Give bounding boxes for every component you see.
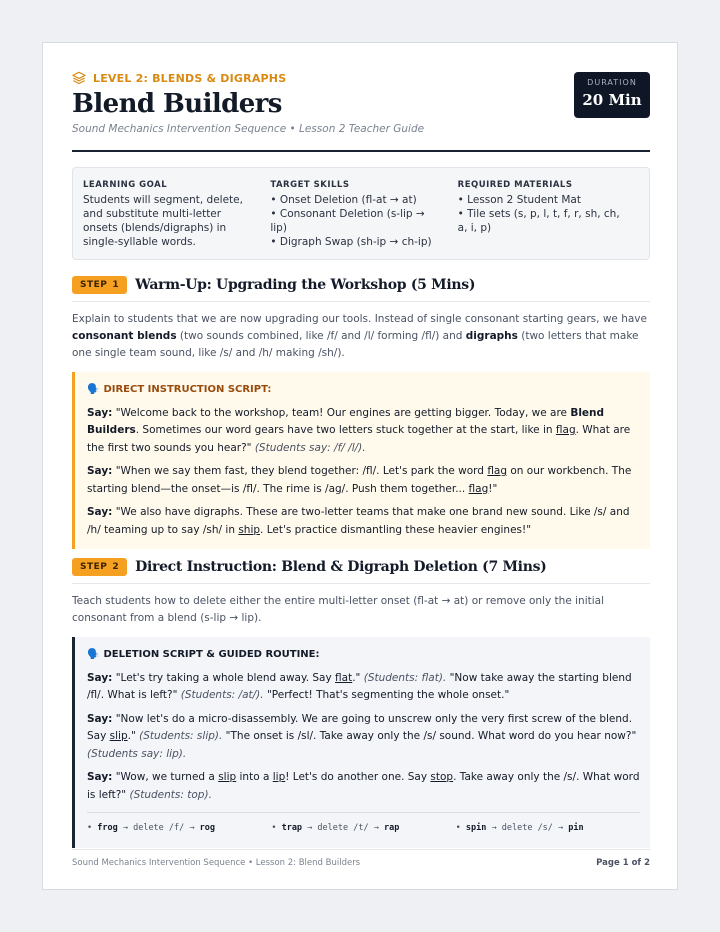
step-1-header (72, 276, 650, 302)
materials-heading: REQUIRED MATERIALS (457, 180, 573, 190)
script-heading-text: DELETION SCRIPT & GUIDED ROUTINE: (103, 649, 320, 660)
example-item: • trap → delete /t/ → rap (271, 823, 400, 833)
example-item: • spin → delete /s/ → pin (455, 823, 584, 833)
skill-item: • Consonant Deletion (s-lip → lip) (270, 208, 425, 234)
learning-goal (83, 180, 264, 259)
document-page (42, 42, 678, 890)
script-heading (87, 646, 640, 664)
header-divider (72, 150, 650, 152)
learning-goal-heading: LEARNING GOAL (83, 180, 168, 190)
script-paragraph: Say: "Wow, we turned a slip into a lip! Let's do another one. Say stop. Take away only the /s/. What word is left?" (Students: top). (87, 771, 640, 801)
learning-goal-text: Students will segment, delete, and substitute multi-letter onsets (blends/digraphs) in single-syllable words. (83, 194, 243, 248)
material-item: • Tile sets (s, p, l, t, f, r, sh, ch, a, i, p) (457, 208, 620, 234)
header (72, 71, 650, 135)
target-skills (264, 180, 451, 259)
step-badge: STEP 1 (72, 276, 127, 294)
direct-instruction-script (72, 372, 650, 549)
script-heading-text: DIRECT INSTRUCTION SCRIPT: (103, 384, 272, 395)
level-text: LEVEL 2: BLENDS & DIGRAPHS (93, 71, 287, 85)
step-2-title: Direct Instruction: Blend & Digraph Deletion (7 Mins) (135, 559, 547, 575)
script-paragraph: Say: "When we say them fast, they blend together: /fl/. Let's park the word flag on our workbench. The starting blend—the onset—is /fl/. The rime is /ag/. Push them together... flag!" (87, 465, 632, 495)
step-badge: STEP 2 (72, 558, 127, 576)
step-1-section (72, 276, 650, 549)
layers-icon (72, 71, 86, 85)
speaking-head-icon: 🗣️ (87, 649, 100, 660)
level-label (72, 71, 650, 85)
info-panel (72, 167, 650, 260)
script-heading (87, 381, 640, 399)
deletion-script (72, 637, 650, 848)
page-subtitle: Sound Mechanics Intervention Sequence • Lesson 2 Teacher Guide (72, 123, 425, 135)
required-materials (452, 180, 639, 259)
step-2-intro: Teach students how to delete either the entire multi-letter onset (fl-at → at) or remove only the initial consonant from a blend (s-lip → lip). (72, 595, 605, 624)
page-title: Blend Builders (72, 89, 282, 119)
duration-box (574, 72, 650, 118)
script-paragraph: Say: "Now let's do a micro-disassembly. We are going to unscrew only the very first screw of the blend. Say slip." (Students: slip). "The onset is /sl/. Take away only the /s/ sound. What word do you hear now?" (Students say: lip). (87, 712, 637, 760)
page-footer (72, 849, 650, 868)
script-paragraph: Say: "We also have digraphs. These are two-letter teams that make one brand new sound. Like /s/ and /h/ teaming up to say /sh/ in ship. Let's practice dismantling these heavier engines!" (87, 506, 630, 536)
step-2-section (72, 558, 650, 848)
script-paragraph: Say: "Let's try taking a whole blend away. Say flat." (Students: flat). "Now take away the starting blend /fl/. What is left?" (Students: /at/). "Perfect! That's segmenting the whole onset." (87, 671, 632, 701)
duration-value: 20 Min (582, 91, 642, 109)
step-1-intro: Explain to students that we are now upgrading our tools. Instead of single consonant starting gears, we have consonant blends (two sounds combined, like /f/ and /l/ forming /fl/) and digraphs (two letters that make one single team sound, like /s/ and /h/ making /sh/). (72, 313, 647, 359)
skill-item: • Onset Deletion (fl-at → at) (270, 194, 417, 206)
step-1-title: Warm-Up: Upgrading the Workshop (5 Mins) (135, 277, 476, 293)
script-paragraph: Say: "Welcome back to the workshop, team! Our engines are getting bigger. Today, we are Blend Builders. Sometimes our word gears have two letters stuck together at the start, like in flag. What are the first two sounds you hear?" (Students say: /f/ /l/). (87, 406, 631, 454)
example-item: • frog → delete /f/ → rog (87, 823, 215, 833)
duration-label: DURATION (587, 78, 637, 87)
page-number: Page 1 of 2 (596, 858, 650, 868)
examples-row (87, 812, 640, 838)
target-skills-heading: TARGET SKILLS (270, 180, 350, 190)
speaking-head-icon: 🗣️ (87, 384, 100, 395)
footer-text: Sound Mechanics Intervention Sequence • Lesson 2: Blend Builders (72, 858, 361, 868)
step-2-header (72, 558, 650, 584)
material-item: • Lesson 2 Student Mat (457, 194, 581, 206)
skill-item: • Digraph Swap (sh-ip → ch-ip) (270, 236, 432, 248)
